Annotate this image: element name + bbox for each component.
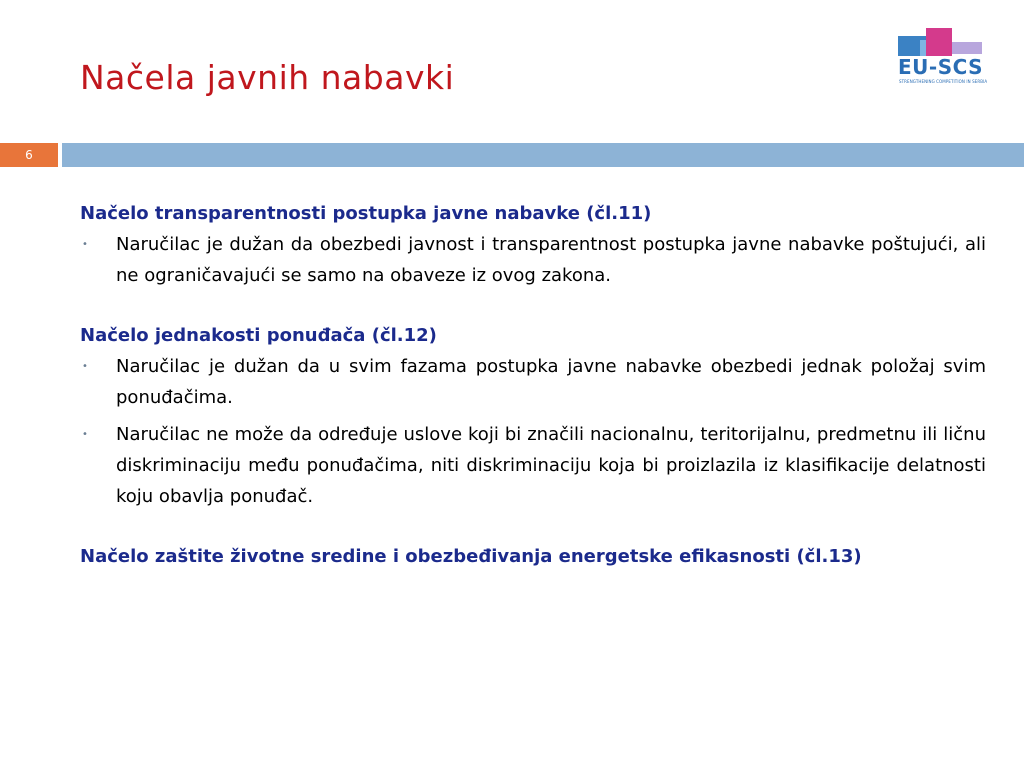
- bullet-text: Naručilac je dužan da u svim fazama postupka javne nabavke obezbedi jednak položaj svim ponuđačima.: [116, 356, 986, 408]
- bullet-item: [80, 351, 986, 413]
- section-heading-equality: Načelo jednakosti ponuđača (čl.12): [80, 325, 437, 346]
- logo-text: EU-SCS: [898, 55, 984, 79]
- bullet-text: Naručilac ne može da određuje uslove koji bi značili nacionalnu, teritorijalnu, predmetnu ili ličnu diskriminaciju među ponuđačima, niti diskriminaciju koja bi proizlazila iz klasifikacije delatnosti koju obavlja ponuđač.: [116, 424, 986, 507]
- section-heading-environment: Načelo zaštite životne sredine i obezbeđivanja energetske efikasnosti (čl.13): [80, 546, 862, 567]
- bullet-item: [80, 419, 986, 512]
- bullet-dot-icon: •: [82, 361, 88, 372]
- logo-block-pink: [926, 28, 952, 56]
- spacer: [80, 291, 986, 320]
- slide-title: Načela javnih nabavki: [80, 58, 455, 97]
- page-number: 6: [0, 143, 58, 167]
- logo-block-lilac: [952, 42, 982, 54]
- spacer: [80, 512, 986, 541]
- bullet-dot-icon: •: [82, 429, 88, 440]
- logo-tagline: STRENGTHENING COMPETITION IN SERBIA: [899, 79, 988, 84]
- bullet-dot-icon: •: [82, 239, 88, 250]
- bullet-list-equality: [80, 351, 986, 512]
- header-rule-bar: [62, 143, 1024, 167]
- section-heading-transparency: Načelo transparentnosti postupka javne nabavke (čl.11): [80, 203, 652, 224]
- slide-content: [80, 198, 986, 572]
- eu-scs-logo: [896, 26, 986, 86]
- bullet-list-transparency: [80, 229, 986, 291]
- bullet-item: [80, 229, 986, 291]
- bullet-text: Naručilac je dužan da obezbedi javnost i transparentnost postupka javne nabavke poštujući, ali ne ograničavajući se samo na obaveze iz ovog zakona.: [116, 234, 986, 286]
